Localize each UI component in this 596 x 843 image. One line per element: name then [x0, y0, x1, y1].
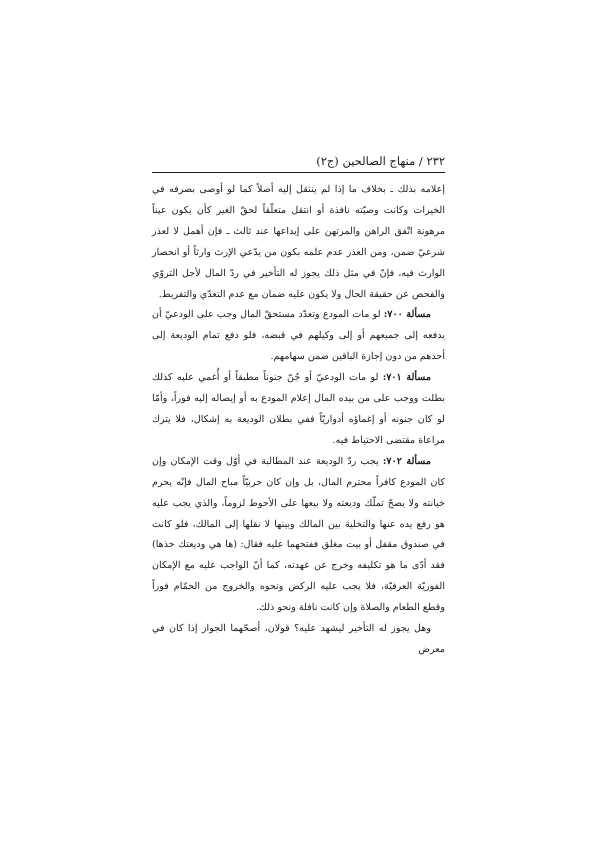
issue-label: مسألة ٧٠٠:: [383, 309, 431, 321]
page-body: [152, 180, 445, 661]
header-divider: [152, 172, 445, 173]
issue-label: مسألة ٧٠١:: [382, 372, 431, 384]
issue-701-paragraph: [152, 368, 445, 452]
issue-text: يجب ردّ الوديعة عند المطالبة في أوّل وقت الإمكان وإن كان المودع كافراً محترم المال، بل وإن كان حربيّاً مباح المال فإنّه يحرم خيانته ولا يصحّ تملّك وديعته ولا بيعها على الأحوط لزوماً، والذي يجب عليه هو رفع يده عنها والتخلية بين المالك وبينها لا نقلها إلى المالك، فلو كانت في صندوق مقفل أو بيت مغلق ففتحهما عليه فقال: (ها هي وديعتك خذها) فقد أدّى ما هو تكليفه وخرج عن عهدته، كما أنّ الواجب عليه مع الإمكان الفوريّة العرفيّة، فلا يجب عليه الركض ونحوه والخروج من الحمّام فوراً وقطع الطعام والصلاة وإن كانت نافلة ونحو ذلك.: [152, 455, 445, 614]
issue-label: مسألة ٧٠٢:: [382, 455, 432, 467]
continuation-paragraph: إعلامه بذلك ـ بخلاف ما إذا لم ينتقل إليه أصلاً كما لو أوصى بصرفه في الخيرات وكانت وصيّته نافذة أو انتقل متعلّقاً لحقّ الغير كأن يكون عيناً مرهونة اتّفق الراهن والمرتهن على إيداعها عند ثالث ـ فإن أهمل لا لعذر شرعيّ ضمن، ومن العذر عدم علمه بكون من يدّعي الإرث وارثاً أو انحصار الوارث فيه، فإنّ في مثل ذلك يجوز له التأخير في ردّ المال لأجل التروّي والفحص عن حقيقة الحال ولا يكون عليه ضمان مع عدم التعدّي والتفريط.: [152, 184, 445, 300]
issue-text: لو مات المودع وتعدّد مستحقّ المال وجب على الودعيّ أن يدفعه إلى جميعهم أو إلى وكيلهم في قبضه، فلو دفع تمام الوديعة إلى أحدهم من دون إجازة الباقين ضمن سهامهم.: [152, 309, 445, 363]
issue-text: لو مات الودعيّ أو جُنّ جنوناً مطبقاً أو أُغمي عليه كذلك بطلت ووجب على من بيده المال إعلام المودع به أو إيصاله إليه فوراً، وأمّا لو كان جنونه أو إغماؤه أدواريّاً ففي بطلان الوديعة به إشكال، فلا يترك مراعاة مقتضى الاحتياط فيه.: [152, 372, 445, 446]
running-header: ٢٣٢ / منهاج الصالحين (ج٢): [316, 154, 445, 168]
issue-700-paragraph: [152, 305, 445, 368]
issue-702-paragraph: [152, 452, 445, 619]
closing-paragraph: وهل يجوز له التأخير ليشهد عليه؟ قولان، أصحّهما الجواز إذا كان في معرض: [152, 623, 445, 655]
